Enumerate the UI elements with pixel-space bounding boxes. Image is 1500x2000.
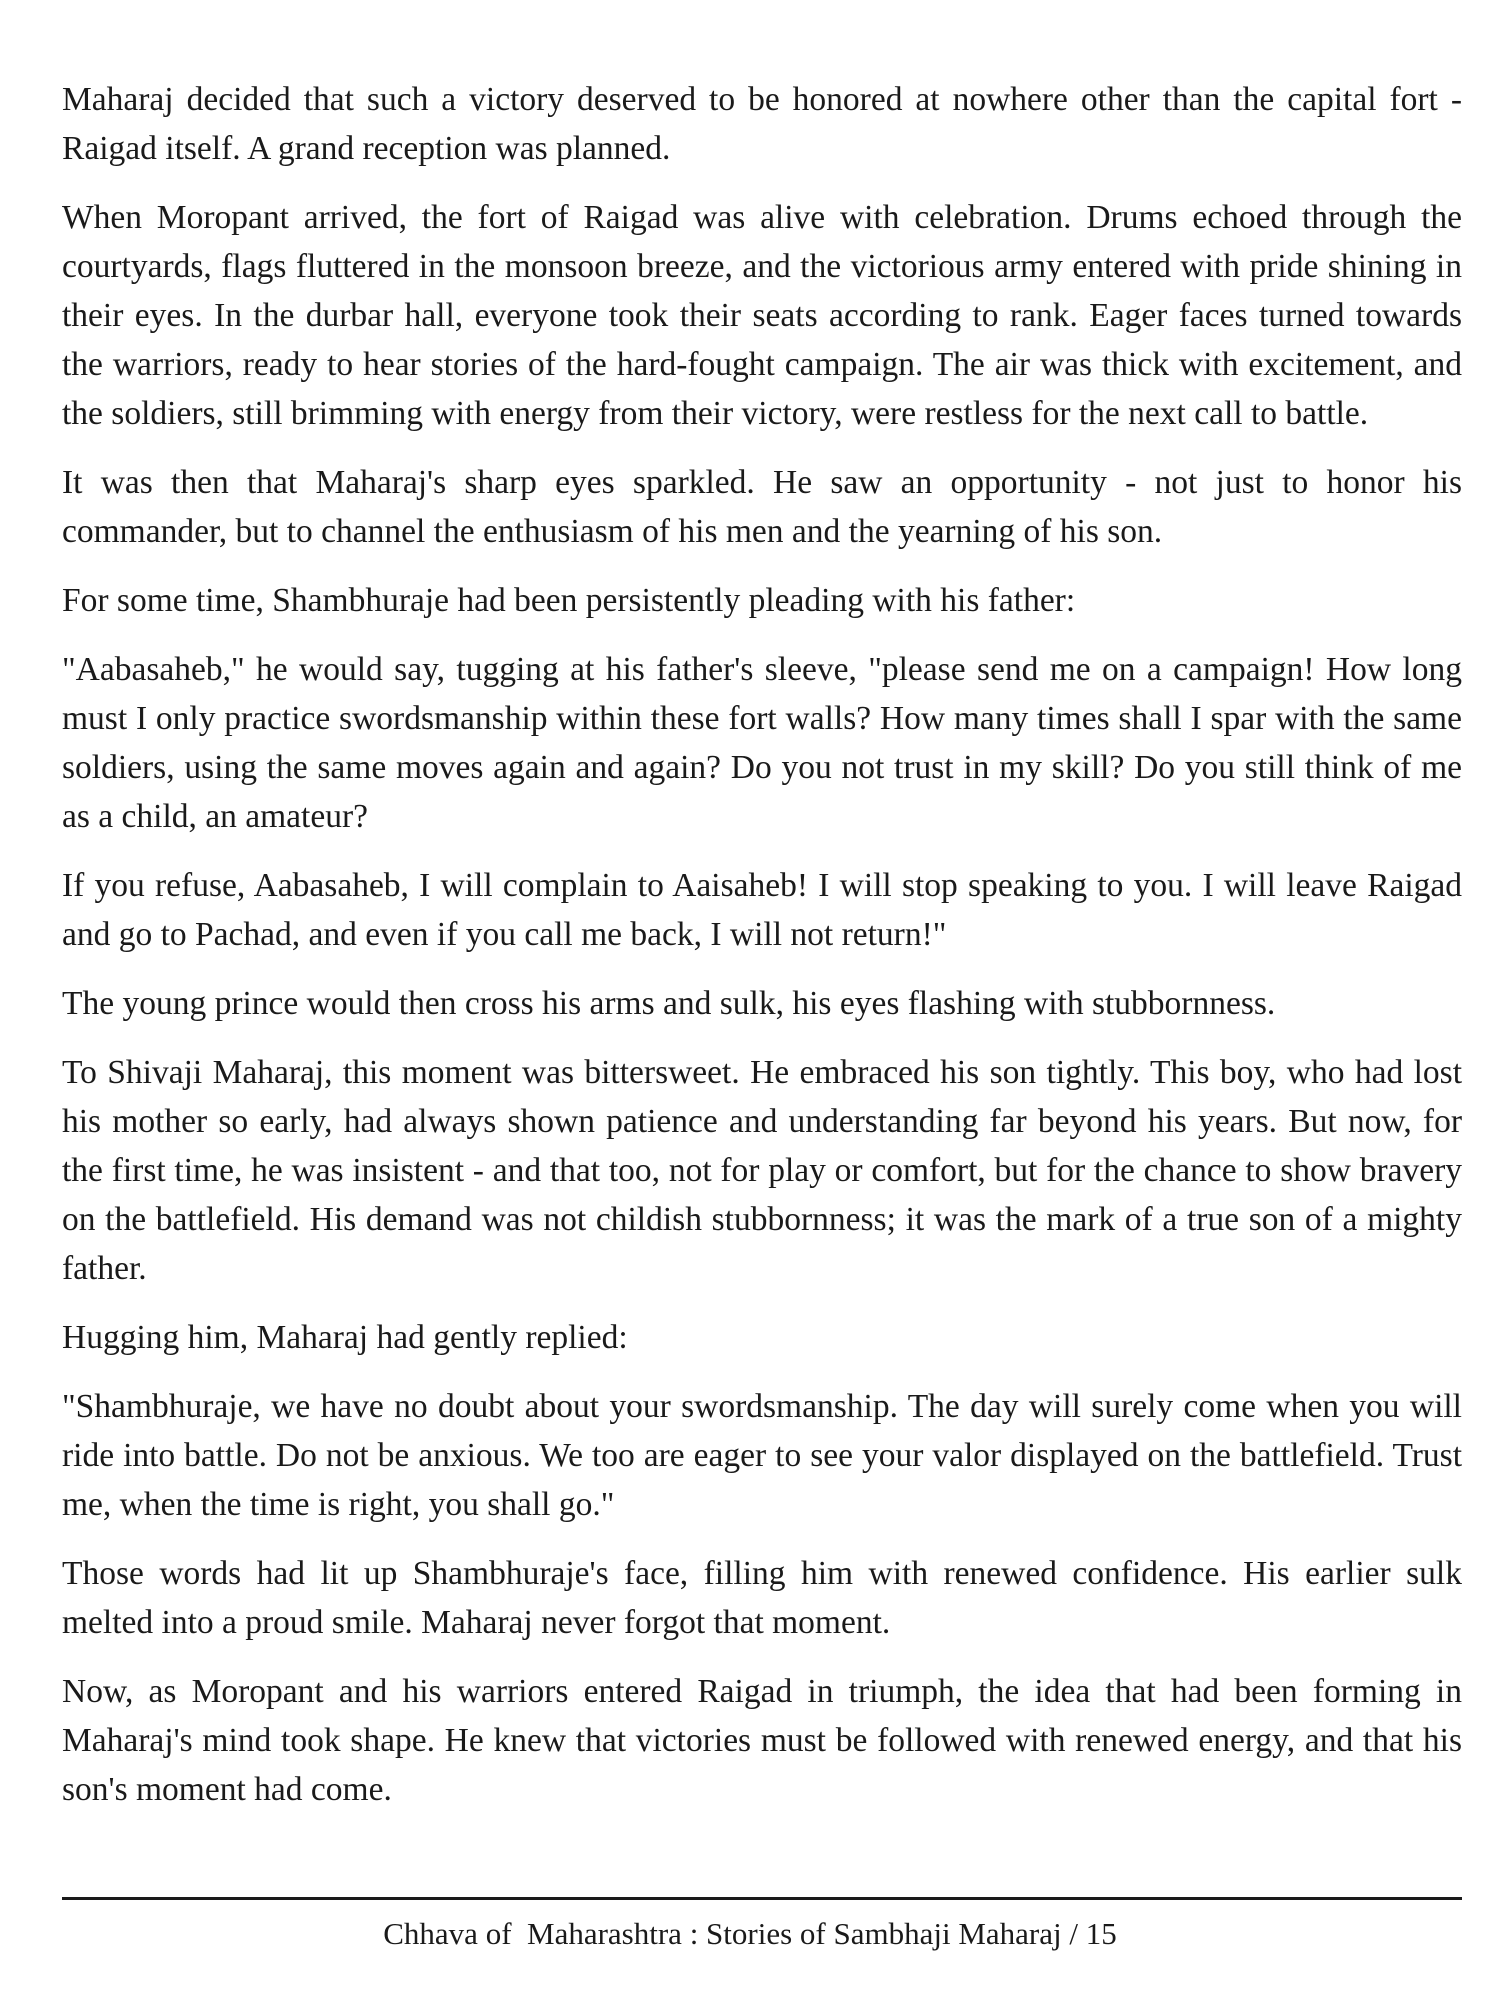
paragraph: Now, as Moropant and his warriors entered Raigad in triumph, the idea that had been forming in Maharaj's mind took shape. He knew that victories must be followed with renewed energy, and that his son's moment had come.	[62, 1673, 1462, 1808]
paragraph: "Aabasaheb," he would say, tugging at his father's sleeve, "please send me on a campaign! How long must I only practice swordsmanship within these fort walls? How many times shall I spar with the same soldiers, using the same moves again and again? Do you not trust in my skill? Do you still think of me as a child, an amateur?	[62, 651, 1462, 835]
paragraph: For some time, Shambhuraje had been persistently pleading with his father:	[62, 582, 1076, 619]
page-body	[62, 75, 1462, 1834]
paragraph: Maharaj decided that such a victory deserved to be honored at nowhere other than the capital fort - Raigad itself. A grand reception was planned.	[62, 81, 1462, 167]
paragraph: When Moropant arrived, the fort of Raigad was alive with celebration. Drums echoed through the courtyards, flags fluttered in the monsoon breeze, and the victorious army entered with pride shining in their eyes. In the durbar hall, everyone took their seats according to rank. Eager faces turned towards the warriors, ready to hear stories of the hard-fought campaign. The air was thick with excitement, and the soldiers, still brimming with energy from their victory, were restless for the next call to battle.	[62, 199, 1462, 432]
paragraph: Those words had lit up Shambhuraje's face, filling him with renewed confidence. His earlier sulk melted into a proud smile. Maharaj never forgot that moment.	[62, 1555, 1462, 1641]
footer-book-title: Chhava of Maharashtra : Stories of Sambhaji Maharaj	[383, 1916, 1062, 1951]
footer-page-number: / 15	[1069, 1916, 1117, 1951]
paragraph: If you refuse, Aabasaheb, I will complain to Aaisaheb! I will stop speaking to you. I will leave Raigad and go to Pachad, and even if you call me back, I will not return!"	[62, 867, 1462, 953]
footer-divider	[62, 1897, 1462, 1900]
paragraph: The young prince would then cross his arms and sulk, his eyes flashing with stubbornness.	[62, 985, 1276, 1022]
paragraph: It was then that Maharaj's sharp eyes sparkled. He saw an opportunity - not just to honor his commander, but to channel the enthusiasm of his men and the yearning of his son.	[62, 464, 1462, 550]
paragraph: Hugging him, Maharaj had gently replied:	[62, 1319, 628, 1356]
paragraph: To Shivaji Maharaj, this moment was bittersweet. He embraced his son tightly. This boy, who had lost his mother so early, had always shown patience and understanding far beyond his years. But now, for the first time, he was insistent - and that too, not for play or comfort, but for the chance to show bravery on the battlefield. His demand was not childish stubbornness; it was the mark of a true son of a mighty father.	[62, 1054, 1462, 1287]
page-footer	[0, 1914, 1500, 1954]
paragraph: "Shambhuraje, we have no doubt about your swordsmanship. The day will surely come when you will ride into battle. Do not be anxious. We too are eager to see your valor displayed on the battlefield. Trust me, when the time is right, you shall go."	[62, 1388, 1462, 1523]
